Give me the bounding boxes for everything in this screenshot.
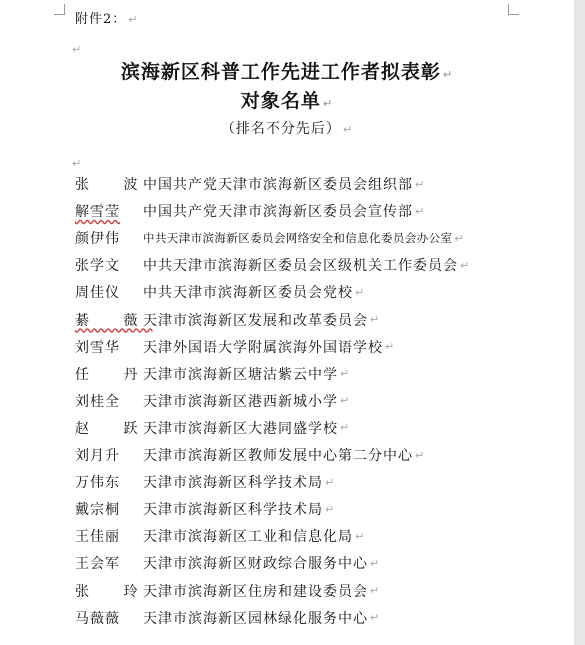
list-item[interactable] bbox=[75, 605, 379, 631]
list-item[interactable] bbox=[75, 550, 379, 576]
paragraph-mark-icon: ↵ bbox=[370, 556, 380, 570]
list-item[interactable] bbox=[75, 171, 424, 197]
person-name: 张 波 bbox=[75, 177, 153, 193]
person-name: 赵 跃 bbox=[75, 420, 153, 437]
list-item[interactable] bbox=[75, 279, 364, 305]
empty-paragraph[interactable] bbox=[70, 152, 81, 171]
organization-name: 天津市滨海新区科学技术局 bbox=[143, 502, 323, 519]
person-name: 万伟东 bbox=[75, 475, 120, 492]
person-name: 王佳丽 bbox=[75, 529, 120, 546]
organization-name: 天津市滨海新区科学技术局 bbox=[143, 475, 323, 492]
organization-name: 中共天津市滨海新区委员会区级机关工作委员会 bbox=[143, 258, 458, 275]
list-item[interactable] bbox=[75, 496, 334, 522]
paragraph-mark-icon: ↵ bbox=[72, 157, 82, 170]
paragraph-mark-icon: ↵ bbox=[355, 529, 365, 543]
paragraph-mark-icon: ↵ bbox=[415, 177, 425, 191]
list-item[interactable] bbox=[75, 361, 349, 387]
paragraph-mark-icon: ↵ bbox=[340, 367, 350, 381]
list-item[interactable] bbox=[75, 578, 379, 604]
paragraph-mark-icon: ↵ bbox=[442, 68, 454, 81]
document-title-line1[interactable]: 滨海新区科普工作先进工作者拟表彰 ↵ bbox=[120, 61, 454, 83]
organization-name: 中国共产党天津市滨海新区委员会组织部 bbox=[143, 177, 413, 193]
paragraph-mark-icon: ↵ bbox=[342, 123, 354, 136]
list-item[interactable] bbox=[75, 388, 349, 414]
person-name: 周佳仪 bbox=[75, 285, 120, 302]
paragraph-mark-icon: ↵ bbox=[322, 97, 334, 110]
person-name: 颜伊伟 bbox=[75, 231, 120, 248]
organization-name: 天津市滨海新区发展和改革委员会 bbox=[143, 312, 368, 329]
person-name: 解雪莹 bbox=[75, 204, 120, 221]
document-title-line2[interactable]: 对象名单 ↵ bbox=[240, 90, 334, 112]
paragraph-mark-icon: ↵ bbox=[72, 43, 82, 56]
crop-mark-top-right bbox=[508, 4, 519, 15]
attachment-label[interactable]: 附件2： ↵ bbox=[75, 12, 139, 27]
paragraph-mark-icon: ↵ bbox=[128, 13, 139, 26]
paragraph-mark-icon: ↵ bbox=[370, 611, 380, 625]
list-item[interactable] bbox=[75, 307, 379, 333]
organization-name: 天津市滨海新区港西新城小学 bbox=[143, 393, 338, 410]
paragraph-mark-icon: ↵ bbox=[370, 313, 380, 326]
person-name: 任 丹 bbox=[75, 366, 153, 383]
person-name: 王会军 bbox=[75, 556, 120, 573]
organization-name: 天津外国语大学附属滨海外国语学校 bbox=[143, 339, 383, 356]
list-item[interactable] bbox=[75, 442, 424, 468]
person-name: 张学文 bbox=[75, 258, 120, 275]
paragraph-mark-icon: ↵ bbox=[385, 340, 395, 354]
empty-paragraph[interactable] bbox=[70, 38, 81, 57]
organization-name: 天津市滨海新区塘沽紫云中学 bbox=[143, 366, 338, 383]
list-item[interactable] bbox=[75, 415, 349, 441]
organization-name: 中共天津市滨海新区委员会党校 bbox=[143, 285, 353, 302]
document-subtitle[interactable]: （排名不分先后） ↵ bbox=[220, 121, 354, 137]
paragraph-mark-icon: ↵ bbox=[415, 448, 425, 462]
organization-name: 天津市滨海新区财政综合服务中心 bbox=[143, 556, 368, 573]
person-name: 刘桂全 bbox=[75, 393, 120, 410]
list-item[interactable] bbox=[75, 225, 464, 251]
person-name: 张 玲 bbox=[75, 583, 153, 600]
window-edge bbox=[574, 0, 585, 645]
list-item[interactable] bbox=[75, 469, 334, 495]
organization-name: 中共天津市滨海新区委员会网络安全和信息化委员会办公室 bbox=[143, 231, 453, 246]
person-name: 刘雪华 bbox=[75, 339, 120, 356]
organization-name: 天津市滨海新区工业和信息化局 bbox=[143, 529, 353, 546]
person-name: 刘月升 bbox=[75, 448, 120, 464]
paragraph-mark-icon: ↵ bbox=[340, 394, 350, 408]
organization-name: 天津市滨海新区住房和建设委员会 bbox=[143, 583, 368, 600]
organization-name: 天津市滨海新区园林绿化服务中心 bbox=[143, 610, 368, 627]
list-item[interactable] bbox=[75, 198, 424, 224]
paragraph-mark-icon: ↵ bbox=[415, 204, 425, 218]
paragraph-mark-icon: ↵ bbox=[460, 258, 470, 272]
organization-name: 天津市滨海新区教师发展中心第二分中心 bbox=[143, 448, 413, 464]
paragraph-mark-icon: ↵ bbox=[370, 584, 380, 597]
list-item[interactable] bbox=[75, 252, 469, 278]
paragraph-mark-icon: ↵ bbox=[454, 231, 464, 245]
person-name: 綦 薇 bbox=[75, 312, 153, 329]
person-name: 马薇薇 bbox=[75, 610, 120, 627]
paragraph-mark-icon: ↵ bbox=[355, 285, 365, 299]
person-name: 戴宗桐 bbox=[75, 502, 120, 519]
paragraph-mark-icon: ↵ bbox=[340, 421, 350, 435]
organization-name: 中国共产党天津市滨海新区委员会宣传部 bbox=[143, 204, 413, 221]
crop-mark-top-left bbox=[54, 4, 65, 15]
organization-name: 天津市滨海新区大港同盛学校 bbox=[143, 420, 338, 437]
list-item[interactable] bbox=[75, 334, 394, 360]
paragraph-mark-icon: ↵ bbox=[325, 475, 335, 489]
paragraph-mark-icon: ↵ bbox=[325, 502, 335, 516]
list-item[interactable] bbox=[75, 523, 364, 549]
